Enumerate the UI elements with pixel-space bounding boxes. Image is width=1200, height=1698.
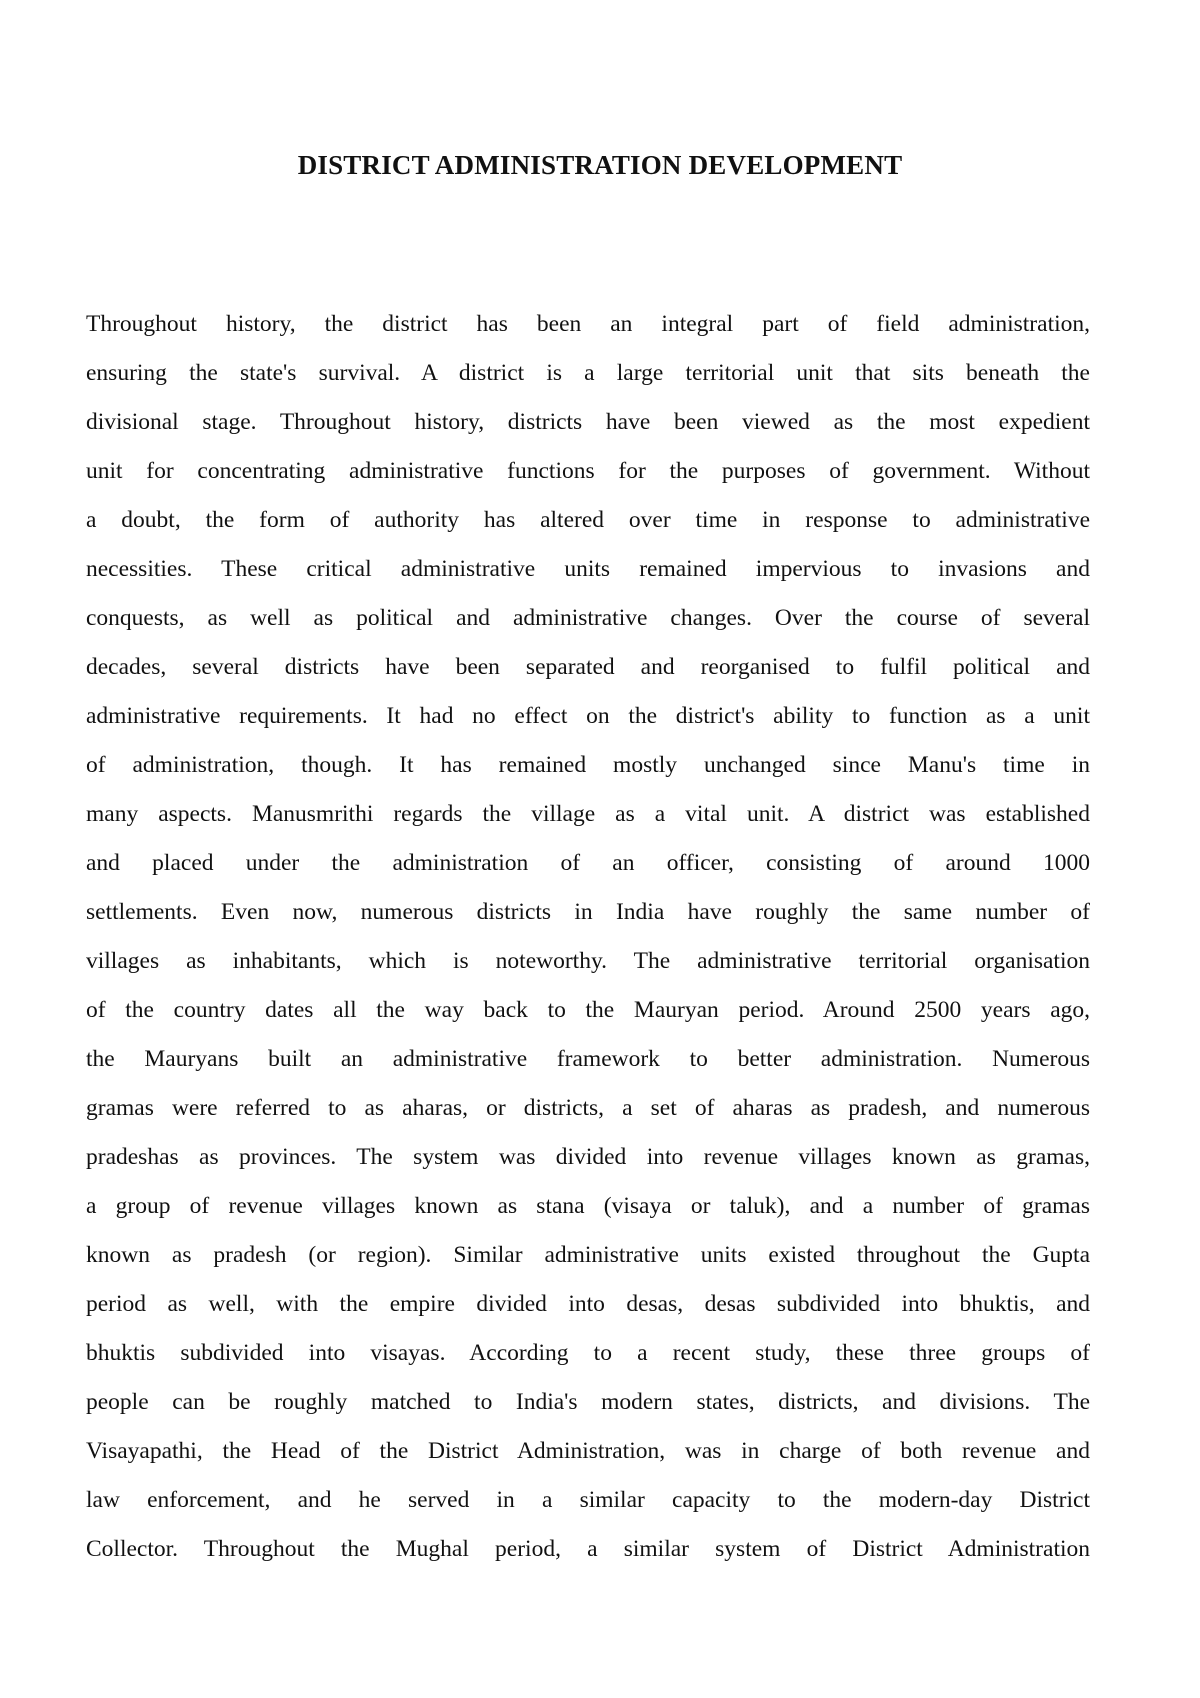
- text-line: bhuktis subdivided into visayas. According to a recent study, these three groups of: [86, 1340, 1090, 1366]
- text-line: villages as inhabitants, which is noteworthy. The administrative territorial organisation: [86, 948, 1090, 974]
- text-line: Visayapathi, the Head of the District Administration, was in charge of both revenue and: [86, 1438, 1090, 1464]
- text-line: pradeshas as provinces. The system was divided into revenue villages known as gramas,: [86, 1144, 1090, 1170]
- text-line: unit for concentrating administrative functions for the purposes of government. Without: [86, 458, 1090, 484]
- text-line: Collector. Throughout the Mughal period, a similar system of District Administration: [86, 1536, 1090, 1562]
- body-paragraph: [86, 300, 1090, 1574]
- text-line: many aspects. Manusmrithi regards the village as a vital unit. A district was established: [86, 801, 1090, 827]
- text-line: people can be roughly matched to India's modern states, districts, and divisions. The: [86, 1389, 1090, 1415]
- text-line: the Mauryans built an administrative framework to better administration. Numerous: [86, 1046, 1090, 1072]
- text-line: Throughout history, the district has been an integral part of field administration,: [86, 311, 1090, 337]
- text-line: a group of revenue villages known as stana (visaya or taluk), and a number of gramas: [86, 1193, 1090, 1219]
- text-line: a doubt, the form of authority has altered over time in response to administrative: [86, 507, 1090, 533]
- text-line: of the country dates all the way back to the Mauryan period. Around 2500 years ago,: [86, 997, 1090, 1023]
- text-line: administrative requirements. It had no effect on the district's ability to function as a unit: [86, 703, 1090, 729]
- text-line: divisional stage. Throughout history, districts have been viewed as the most expedient: [86, 409, 1090, 435]
- text-line: conquests, as well as political and administrative changes. Over the course of several: [86, 605, 1090, 631]
- text-line: ensuring the state's survival. A district is a large territorial unit that sits beneath the: [86, 360, 1090, 386]
- text-line: and placed under the administration of an officer, consisting of around 1000: [86, 850, 1090, 876]
- text-line: known as pradesh (or region). Similar administrative units existed throughout the Gupta: [86, 1242, 1090, 1268]
- text-line: decades, several districts have been separated and reorganised to fulfil political and: [86, 654, 1090, 680]
- text-line: of administration, though. It has remained mostly unchanged since Manu's time in: [86, 752, 1090, 778]
- document-title: DISTRICT ADMINISTRATION DEVELOPMENT: [297, 150, 903, 180]
- text-line: gramas were referred to as aharas, or districts, a set of aharas as pradesh, and numerous: [86, 1095, 1090, 1121]
- text-line: period as well, with the empire divided into desas, desas subdivided into bhuktis, and: [86, 1291, 1090, 1317]
- text-line: necessities. These critical administrative units remained impervious to invasions and: [86, 556, 1090, 582]
- text-line: law enforcement, and he served in a similar capacity to the modern-day District: [86, 1487, 1090, 1513]
- text-line: settlements. Even now, numerous districts in India have roughly the same number of: [86, 899, 1090, 925]
